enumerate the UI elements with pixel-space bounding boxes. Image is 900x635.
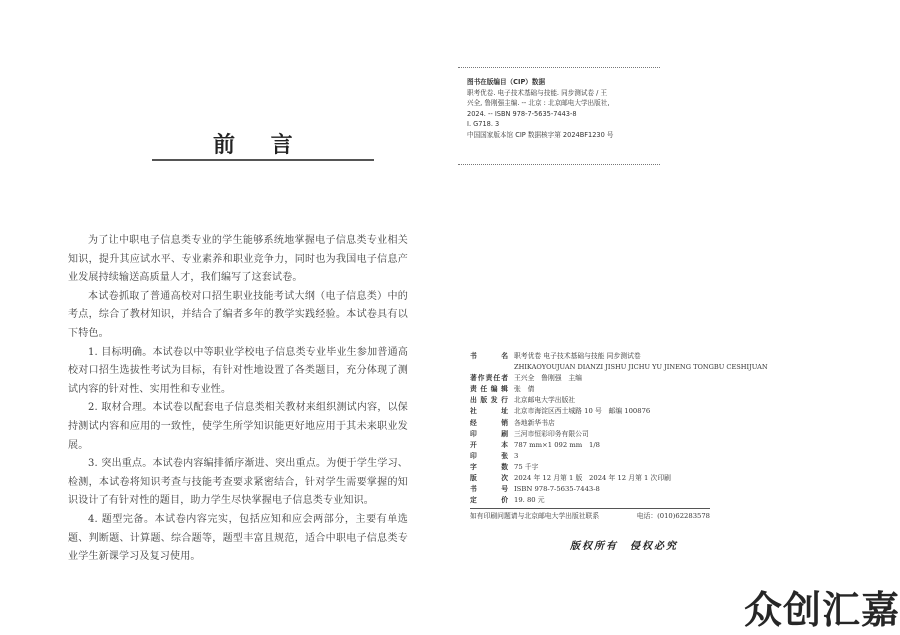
imprint-pinyin-title: ZHIKAOYOUJUAN DIANZI JISHU JICHU YU JINENG TONGBU CESHIJUAN	[514, 363, 768, 372]
imprint-row-book	[470, 351, 710, 362]
preface-paragraph: 1. 目标明确。本试卷以中等职业学校电子信息类专业毕业生参加普通高校对口招生选拔性考试为目标，有针对性地设置了各类题目，充分体现了测试内容的针对性、实用性和专业性。	[68, 346, 408, 395]
imprint-row	[470, 384, 710, 395]
cip-line: 中国国家版本馆 CIP 数据核字第 2024BF1230 号	[467, 130, 614, 139]
imprint-label: 印 张	[470, 451, 508, 460]
preface-paragraph: 4. 题型完备。本试卷内容完实，包括应知和应会两部分，主要有单选题、判断题、计算题、综合题等，题型丰富且规范，适合中职电子信息类专业学生新课学习及复习使用。	[68, 513, 408, 563]
imprint-row	[470, 484, 710, 495]
cip-line: 兴全, 鲁刚强主编. -- 北京 : 北京邮电大学出版社,	[467, 99, 610, 107]
imprint-contact-phone: 电话：(010)62283578	[636, 512, 710, 521]
imprint-row	[470, 395, 710, 406]
imprint-label: 经 销	[470, 418, 508, 427]
imprint-block	[470, 351, 768, 522]
imprint-label: 书 名	[470, 352, 508, 360]
preface-paragraph: 本试卷抓取了普通高校对口招生职业技能考试大纲（电子信息类）中的考点，综合了教材知识，并结合了编者多年的教学实践经验。本试卷具有以下特色。	[68, 290, 408, 339]
imprint-contact	[470, 508, 710, 522]
imprint-label: 印 刷	[470, 429, 508, 438]
imprint-label: 版 次	[470, 474, 508, 483]
imprint-value: 北京邮电大学出版社	[514, 396, 576, 405]
imprint-label: 定 价	[470, 496, 508, 505]
imprint-value: ISBN 978-7-5635-7443-8	[514, 485, 600, 494]
imprint-value: 19. 80 元	[514, 496, 545, 505]
imprint-value: 三河市恒彩印务有限公司	[514, 429, 589, 438]
imprint-row	[470, 440, 710, 451]
preface-title-rule	[152, 159, 374, 161]
cip-line: Ⅰ. G718. 3	[467, 120, 500, 128]
imprint-value: 各地新华书店	[514, 418, 555, 427]
imprint-label: 书 号	[470, 485, 508, 494]
imprint-value: 2024 年 12 月第 1 版 2024 年 12 月第 1 次印刷	[514, 474, 671, 483]
imprint-label: 开 本	[470, 440, 508, 449]
cip-line: 2024. -- ISBN 978-7-5635-7443-8	[467, 109, 577, 118]
imprint-row	[470, 451, 710, 462]
imprint-value: 职考优卷 电子技术基础与技能 同步测试卷	[514, 352, 641, 360]
imprint-row	[470, 373, 710, 384]
preface-body	[68, 232, 408, 567]
imprint-row	[470, 473, 710, 484]
imprint-value: 北京市海淀区西土城路 10 号 邮编 100876	[514, 407, 651, 416]
imprint-label: 出 版 发 行	[470, 396, 508, 405]
imprint-rows	[470, 373, 710, 506]
imprint-label: 著 作 责 任 者	[470, 374, 508, 383]
imprint-row	[470, 462, 710, 473]
imprint-label: 社 址	[470, 407, 508, 416]
imprint-value: 3	[514, 451, 519, 460]
copyright-notice: 版权所有 侵权必究	[570, 541, 678, 552]
imprint-value: 75 千字	[514, 462, 539, 471]
cip-heading: 图书在版编目（CIP）数据	[467, 78, 546, 86]
imprint-row	[470, 495, 710, 506]
imprint-row	[470, 406, 710, 417]
cip-data-box	[458, 67, 660, 165]
imprint-label: 字 数	[470, 462, 508, 471]
preface-paragraph: 3. 突出重点。本试卷内容编排循序渐进、突出重点。为便于学生学习、检测，本试卷将知识考查与技能考查要求紧密结合，针对学生需要掌握的知识设计了有针对性的题目，助力学生尽快掌握电子信息类专业知识。	[68, 458, 408, 507]
cip-line: 职考优卷. 电子技术基础与技能. 同步测试卷 / 王	[467, 88, 608, 97]
preface-paragraph: 2. 取材合理。本试卷以配套电子信息类相关教材来组织测试内容，以保持测试内容和应用的一致性，使学生所学知识能更好地应用于其未来职业发展。	[68, 402, 408, 451]
imprint-row	[470, 418, 710, 429]
preface-paragraph: 为了让中职电子信息类专业的学生能够系统地掌握电子信息类专业相关知识，提升其应试水平、专业素养和职业竞争力，同时也为我国电子信息产业发展持续输送高质量人才，我们编写了这套试卷。	[68, 235, 408, 284]
preface-title: 前 言	[213, 132, 307, 158]
watermark-logo: 众创汇嘉	[744, 588, 900, 632]
imprint-value: 王兴全 鲁刚强 主编	[514, 374, 582, 383]
imprint-label: 责 任 编 辑	[470, 385, 508, 394]
imprint-row	[470, 429, 710, 440]
imprint-contact-note: 如有印刷问题请与北京邮电大学出版社联系	[470, 512, 600, 521]
imprint-value: 787 mm×1 092 mm 1/8	[514, 440, 600, 449]
imprint-value: 张 倩	[514, 385, 535, 394]
